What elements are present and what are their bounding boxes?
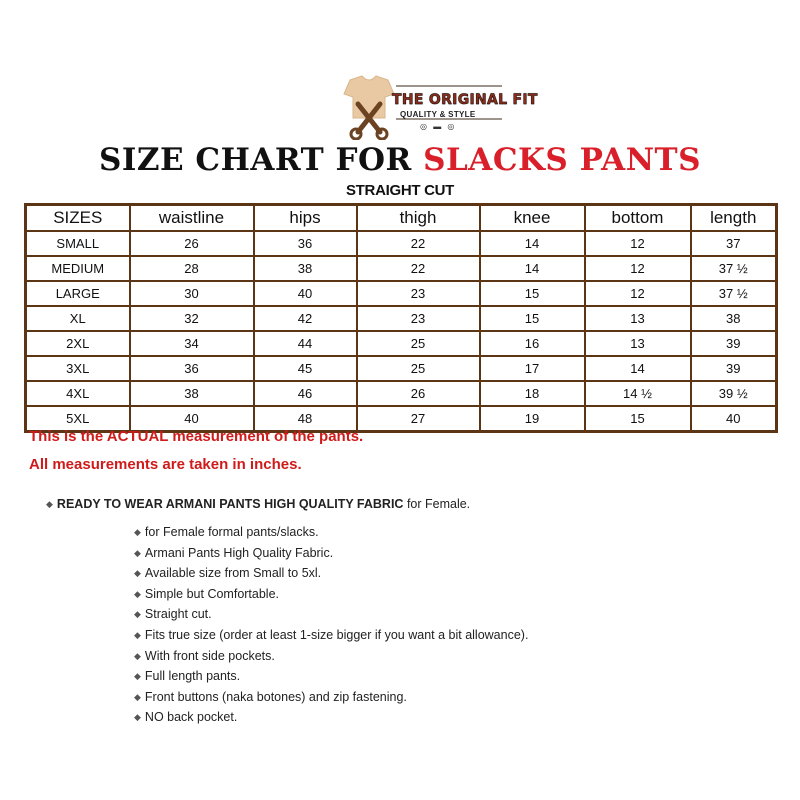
measurement-cell: 16 [480, 331, 585, 356]
measurement-cell: 12 [585, 281, 691, 306]
diamond-bullet-icon: ◆ [134, 671, 141, 682]
measurement-cell: 23 [357, 281, 480, 306]
measurement-cell: 14 ½ [585, 381, 691, 406]
diamond-bullet-icon: ◆ [134, 712, 141, 723]
product-headline [46, 497, 470, 511]
size-label-cell: 4XL [26, 381, 130, 406]
page-title [0, 142, 800, 178]
list-item [134, 565, 528, 586]
measurement-cell: 12 [585, 256, 691, 281]
title-prefix: SIZE CHART FOR [98, 142, 424, 178]
measurement-cell: 38 [254, 256, 357, 281]
size-label-cell: 2XL [26, 331, 130, 356]
measurement-cell: 23 [357, 306, 480, 331]
diamond-bullet-icon: ◆ [134, 629, 141, 640]
measurement-cell: 34 [130, 331, 254, 356]
measurement-cell: 38 [691, 306, 777, 331]
note-inches: All measurements are taken in inches. [29, 456, 302, 473]
list-item [134, 606, 528, 627]
feature-text: Full length pants. [144, 669, 241, 684]
measurement-cell: 17 [480, 356, 585, 381]
size-chart-table [24, 203, 778, 433]
measurement-cell: 37 ½ [691, 281, 777, 306]
measurement-cell: 36 [130, 356, 254, 381]
feature-text: Armani Pants High Quality Fabric. [144, 545, 334, 560]
diamond-bullet-icon: ◆ [134, 547, 141, 558]
measurement-cell: 14 [585, 356, 691, 381]
list-item [134, 689, 528, 710]
measurement-cell: 15 [480, 306, 585, 331]
measurement-cell: 36 [254, 231, 357, 256]
measurement-cell: 26 [130, 231, 254, 256]
feature-text: Available size from Small to 5xl. [144, 566, 322, 581]
measurement-cell: 37 [691, 231, 777, 256]
feature-text: Front buttons (naka botones) and zip fastening. [144, 689, 407, 704]
size-label-cell: 5XL [26, 406, 130, 432]
feature-text: Fits true size (order at least 1-size bigger if you want a bit allowance). [144, 627, 529, 642]
measurement-cell: 45 [254, 356, 357, 381]
feature-text: Straight cut. [144, 607, 212, 622]
table-row [26, 331, 777, 356]
measurement-cell: 22 [357, 256, 480, 281]
measurement-cell: 39 [691, 331, 777, 356]
list-item [134, 524, 528, 545]
table-row [26, 231, 777, 256]
headline-bold: READY TO WEAR ARMANI PANTS HIGH QUALITY FABRIC [56, 497, 404, 511]
diamond-bullet-icon: ◆ [134, 609, 141, 620]
feature-text: NO back pocket. [144, 710, 238, 725]
measurement-cell: 46 [254, 381, 357, 406]
measurement-cell: 14 [480, 256, 585, 281]
measurement-cell: 48 [254, 406, 357, 432]
headline-rest: for Female. [403, 497, 471, 511]
measurement-cell: 12 [585, 231, 691, 256]
title-highlight: SLACKS PANTS [423, 142, 702, 178]
measurement-cell: 40 [254, 281, 357, 306]
feature-text: Simple but Comfortable. [144, 586, 280, 601]
measurement-cell: 13 [585, 331, 691, 356]
diamond-bullet-icon: ◆ [134, 650, 141, 661]
diamond-bullet-icon: ◆ [134, 691, 141, 702]
measurement-cell: 19 [480, 406, 585, 432]
measurement-cell: 39 ½ [691, 381, 777, 406]
size-label-cell: XL [26, 306, 130, 331]
measurement-cell: 18 [480, 381, 585, 406]
feature-text: for Female formal pants/slacks. [144, 525, 319, 539]
measurement-cell: 25 [357, 356, 480, 381]
diamond-bullet-icon: ◆ [134, 568, 141, 579]
measurement-cell: 15 [480, 281, 585, 306]
diamond-bullet-icon: ◆ [134, 588, 141, 599]
list-item [134, 627, 528, 648]
measurement-cell: 40 [130, 406, 254, 432]
list-item [134, 586, 528, 607]
header-thigh: thigh [357, 205, 480, 232]
measurement-cell: 39 [691, 356, 777, 381]
table-row [26, 281, 777, 306]
header-bottom: bottom [585, 205, 691, 232]
measurement-cell: 14 [480, 231, 585, 256]
table-header-row [26, 205, 777, 232]
measurement-cell: 38 [130, 381, 254, 406]
measurement-cell: 27 [357, 406, 480, 432]
header-waistline: waistline [130, 205, 254, 232]
measurement-cell: 37 ½ [691, 256, 777, 281]
list-item [134, 668, 528, 689]
measurement-cell: 25 [357, 331, 480, 356]
list-item [134, 545, 528, 566]
logo-brand-name: THE ORIGINAL FIT [392, 92, 538, 108]
measurement-cell: 26 [357, 381, 480, 406]
measurement-cell: 44 [254, 331, 357, 356]
table-row [26, 256, 777, 281]
list-item [134, 709, 528, 730]
table-row [26, 356, 777, 381]
measurement-cell: 30 [130, 281, 254, 306]
feature-list [134, 524, 528, 730]
header-hips: hips [254, 205, 357, 232]
size-label-cell: LARGE [26, 281, 130, 306]
feature-text: With front side pockets. [144, 648, 275, 663]
note-actual-measurement: This is the ACTUAL measurement of the pants. [29, 428, 364, 445]
size-label-cell: MEDIUM [26, 256, 130, 281]
measurement-cell: 32 [130, 306, 254, 331]
table-row [26, 306, 777, 331]
header-knee: knee [480, 205, 585, 232]
measurement-cell: 42 [254, 306, 357, 331]
table-body [26, 231, 777, 432]
diamond-bullet-icon: ◆ [46, 499, 53, 509]
measurement-cell: 13 [585, 306, 691, 331]
page-subtitle: STRAIGHT CUT [345, 182, 455, 199]
size-label-cell: SMALL [26, 231, 130, 256]
measurement-cell: 40 [691, 406, 777, 432]
logo-ornament: ◎ ▬ ◎ [420, 122, 457, 131]
size-label-cell: 3XL [26, 356, 130, 381]
diamond-bullet-icon: ◆ [134, 527, 141, 537]
measurement-cell: 15 [585, 406, 691, 432]
logo-tagline: QUALITY & STYLE [400, 110, 476, 119]
measurement-cell: 28 [130, 256, 254, 281]
measurement-cell: 22 [357, 231, 480, 256]
header-sizes: SIZES [26, 205, 130, 232]
list-item [134, 648, 528, 669]
header-length: length [691, 205, 777, 232]
table-row [26, 381, 777, 406]
